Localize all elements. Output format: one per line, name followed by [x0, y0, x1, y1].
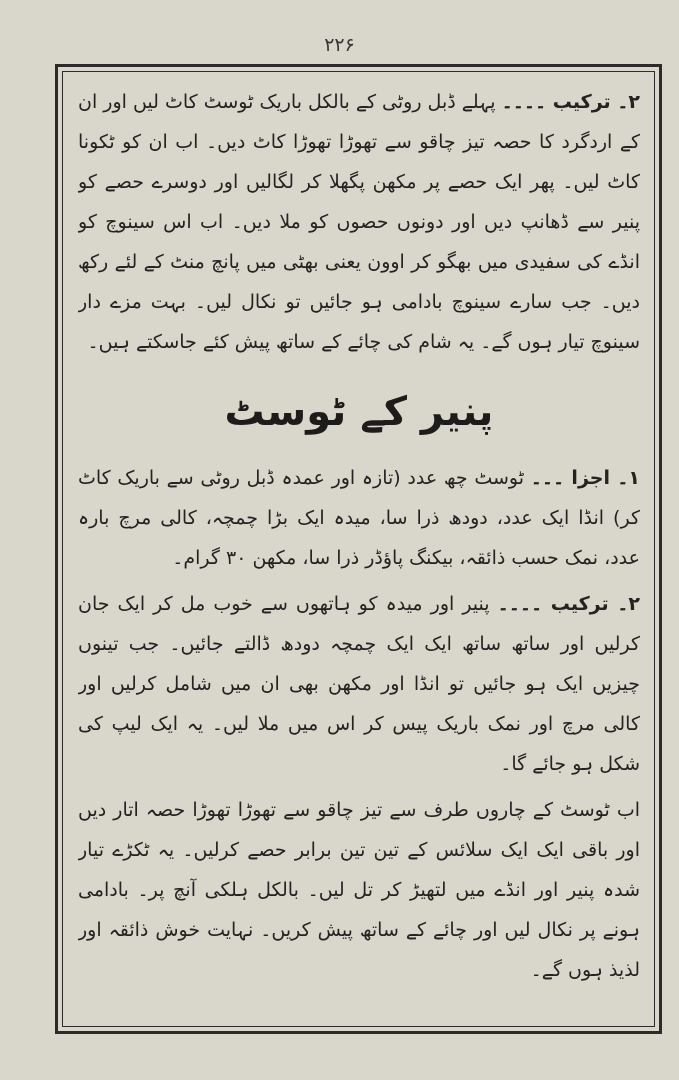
ingredients-label: ۱۔ اجزا ۔۔۔	[530, 467, 640, 489]
method-paragraph	[78, 584, 640, 784]
final-paragraph	[78, 790, 640, 990]
final-text: اب ٹوسٹ کے چاروں طرف سے تیز چاقو سے تھوڑا تھوڑا حصہ اتار دیں اور باقی ایک ایک سلائس کے تین تین برابر حصے کرلیں۔ یہ ٹکڑے تیار شدہ پنیر اور انڈے میں لتھیڑ کر تل لیں۔ بالکل ہلکی آنچ پر۔ بادامی ہونے پر نکال لیں اور چائے کے ساتھ پیش کریں۔ نہایت خوش ذائقہ اور لذیذ ہوں گے۔	[78, 799, 640, 981]
page-number: ۲۲۶	[324, 34, 355, 56]
method-label: ۲۔ ترکیب ۔۔۔۔	[497, 593, 640, 615]
method-text: پنیر اور میدہ کو ہاتھوں سے خوب مل کر ایک جان کرلیں اور ساتھ ساتھ ایک ایک چمچہ دودھ ڈالتے جائیں۔ جب تینوں چیزیں ایک ہو جائیں تو انڈا اور مکھن بھی ان میں شامل کرلیں اور کالی مرچ اور نمک باریک پیس کر اس میں ملا لیں۔ یہ ایک لیپ کی شکل ہو جائے گا۔	[78, 593, 640, 775]
recipe-title: پنیر کے ٹوسٹ	[224, 389, 494, 435]
intro-method-label: ۲۔ ترکیب ۔۔۔۔	[501, 91, 640, 113]
intro-method-paragraph	[78, 82, 640, 362]
ingredients-paragraph	[78, 458, 640, 578]
intro-method-text: پہلے ڈبل روٹی کے بالکل باریک ٹوسٹ کاٹ لیں اور ان کے اردگرد کا حصہ تیز چاقو سے تھوڑا تھوڑا کاٹ دیں۔ اب ان کو ٹکونا کاٹ لیں۔ پھر ایک حصے پر مکھن پگھلا کر لگالیں اور دوسرے حصے کو پنیر سے ڈھانپ دیں اور دونوں حصوں کو ملا دیں۔ اب اس سینوچ کو انڈے کی سفیدی میں بھگو کر اوون یعنی بھٹی میں پانچ منٹ کے لئے رکھ دیں۔ جب سارے سینوچ بادامی ہو جائیں تو نکال لیں۔ بہت مزے دار سینوچ تیار ہوں گے۔ یہ شام کی چائے کے ساتھ پیش کئے جاسکتے ہیں۔	[78, 91, 640, 353]
ingredients-text: ٹوسٹ چھ عدد (تازہ اور عمدہ ڈبل روٹی سے باریک کاٹ کر) انڈا ایک عدد، دودھ ذرا سا، میدہ ایک بڑا چمچہ، کالی مرچ بارہ عدد، نمک حسب ذائقہ، بیکنگ پاؤڈر ذرا سا، مکھن ۳۰ گرام۔	[78, 467, 640, 569]
page-content	[78, 82, 640, 1012]
